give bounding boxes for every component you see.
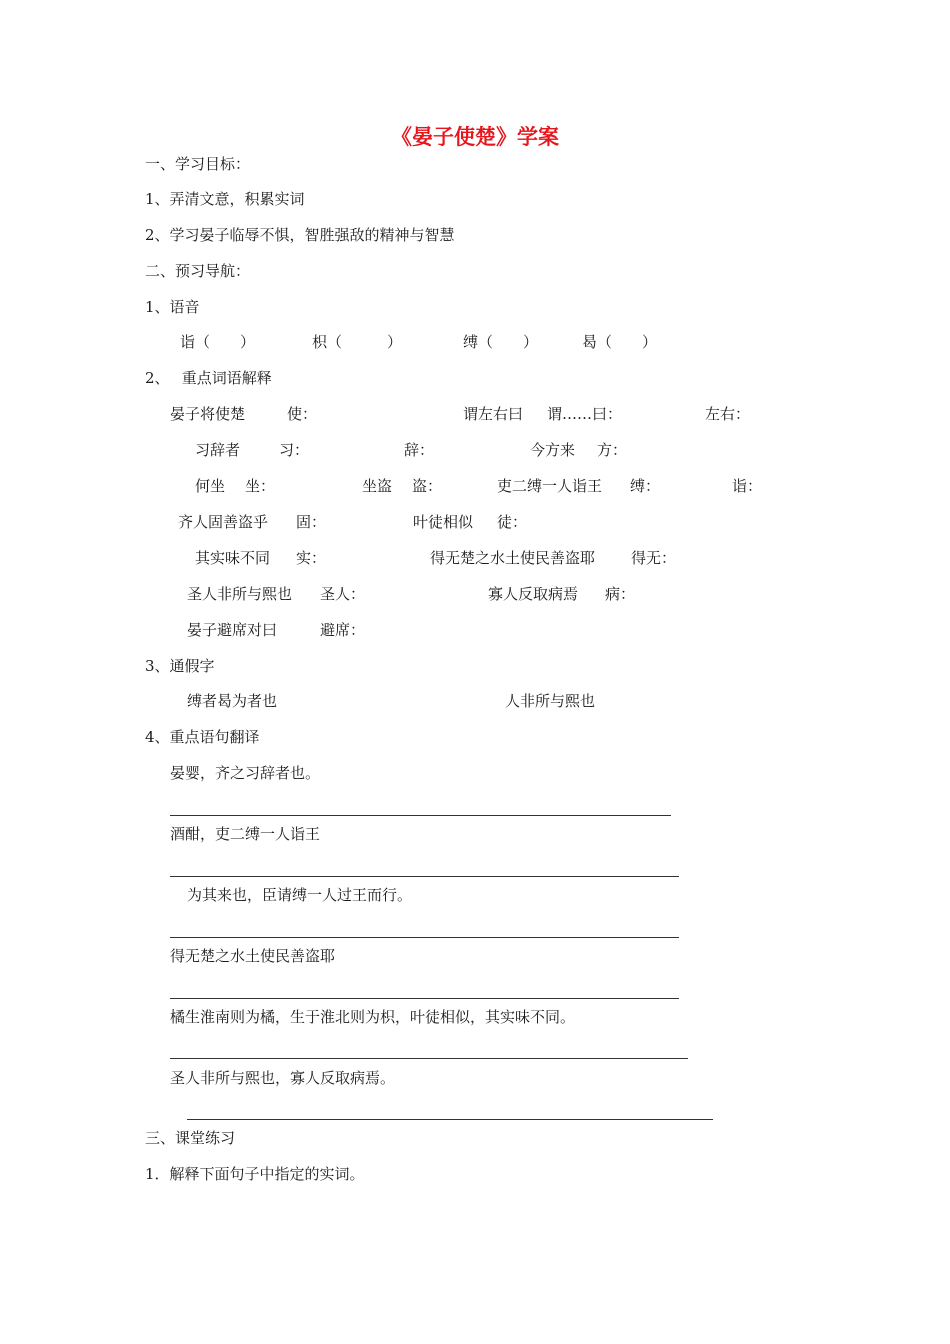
tongjia-item: 缚者曷为者也 xyxy=(187,692,278,710)
vocab-term: 坐： xyxy=(245,477,276,495)
answer-line[interactable] xyxy=(170,815,671,816)
answer-line[interactable] xyxy=(170,876,679,877)
answer-line[interactable] xyxy=(170,1058,688,1059)
vocab-term: 盗： xyxy=(412,477,443,495)
translation-sentence: 橘生淮南则为橘，生于淮北则为枳，叶徒相似，其实味不同。 xyxy=(170,1008,576,1026)
vocab-term: 缚： xyxy=(630,477,661,495)
vocab-term: 使： xyxy=(287,405,318,423)
vocab-phrase: 寡人反取病焉 xyxy=(488,585,579,603)
vocab-term: 病： xyxy=(605,585,636,603)
section-heading-practice: 三、课堂练习 xyxy=(145,1129,236,1147)
vocab-phrase: 习辞者 xyxy=(195,441,241,459)
pronunciation-item: 缚（ ） xyxy=(463,333,539,351)
answer-line[interactable] xyxy=(187,1119,713,1120)
vocab-phrase: 得无楚之水土使民善盗耶 xyxy=(430,549,596,567)
vocab-phrase: 吏二缚一人诣王 xyxy=(497,477,603,495)
translation-sentence: 晏婴，齐之习辞者也。 xyxy=(170,764,321,782)
vocab-phrase: 其实味不同 xyxy=(195,549,271,567)
page-title: 《晏子使楚》学案 xyxy=(391,124,559,149)
translation-sentence: 为其来也，臣请缚一人过王而行。 xyxy=(187,886,413,904)
tongjia-item: 人非所与熙也 xyxy=(505,692,596,710)
vocab-term: 得无： xyxy=(631,549,677,567)
vocab-term: 习： xyxy=(279,441,310,459)
vocab-term: 避席： xyxy=(320,621,366,639)
vocab-phrase: 今方来 xyxy=(530,441,576,459)
vocab-term: 诣： xyxy=(732,477,763,495)
section-heading-preview: 二、预习导航： xyxy=(145,262,251,280)
vocab-term: 实： xyxy=(296,549,327,567)
vocab-phrase: 坐盗 xyxy=(362,477,393,495)
vocab-phrase: 叶徒相似 xyxy=(413,513,474,531)
vocab-term: 圣人： xyxy=(320,585,366,603)
answer-line[interactable] xyxy=(170,998,679,999)
section-heading-goals: 一、学习目标： xyxy=(145,155,251,173)
vocab-term: 固： xyxy=(296,513,327,531)
vocab-term: 方： xyxy=(597,441,628,459)
vocab-phrase: 晏子将使楚 xyxy=(170,405,246,423)
vocab-phrase: 谓左右曰 xyxy=(463,405,524,423)
translation-sentence: 得无楚之水土使民善盗耶 xyxy=(170,947,336,965)
subheading-vocab: 2、 重点词语解释 xyxy=(145,369,272,387)
subheading-tongjia: 3、通假字 xyxy=(145,657,215,675)
answer-line[interactable] xyxy=(170,937,679,938)
vocab-phrase: 晏子避席对曰 xyxy=(187,621,278,639)
goal-item: 2、学习晏子临辱不惧，智胜强敌的精神与智慧 xyxy=(145,226,455,244)
vocab-phrase: 圣人非所与熙也 xyxy=(187,585,293,603)
vocab-term: 左右： xyxy=(705,405,751,423)
vocab-phrase: 齐人固善盗乎 xyxy=(178,513,269,531)
subheading-translation: 4、重点语句翻译 xyxy=(145,728,260,746)
vocab-term: 徒： xyxy=(497,513,528,531)
goal-item: 1、弄清文意，积累实词 xyxy=(145,190,305,208)
vocab-term: 谓……曰： xyxy=(547,405,623,423)
vocab-term: 辞： xyxy=(404,441,435,459)
subheading-pronunciation: 1、语音 xyxy=(145,298,200,316)
practice-item: 1．解释下面句子中指定的实词。 xyxy=(145,1165,365,1183)
pronunciation-item: 枳（ ） xyxy=(312,333,403,351)
translation-sentence: 圣人非所与熙也，寡人反取病焉。 xyxy=(170,1069,396,1087)
pronunciation-item: 诣（ ） xyxy=(180,333,256,351)
translation-sentence: 酒酣，吏二缚一人诣王 xyxy=(170,825,321,843)
pronunciation-item: 曷（ ） xyxy=(582,333,658,351)
vocab-phrase: 何坐 xyxy=(195,477,226,495)
